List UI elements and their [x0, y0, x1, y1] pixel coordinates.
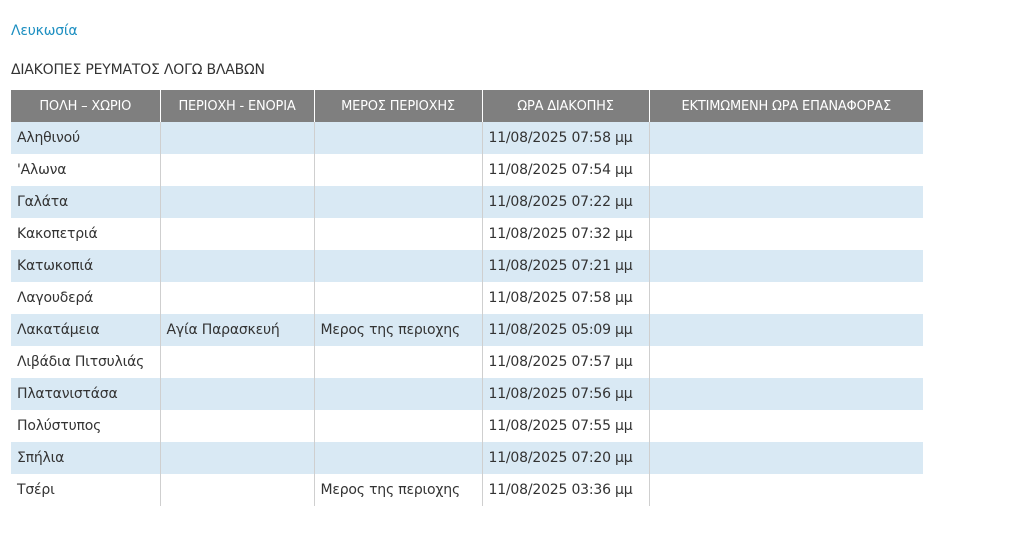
cell-outage-time: 11/08/2025 05:09 μμ [482, 314, 649, 346]
cell-area-parish [160, 186, 314, 218]
cell-area-parish [160, 122, 314, 154]
outages-table [11, 90, 923, 506]
header-city-village: ΠΟΛΗ – ΧΩΡΙΟ [11, 90, 160, 122]
section-title: ΔΙΑΚΟΠΕΣ ΡΕΥΜΑΤΟΣ ΛΟΓΩ ΒΛΑΒΩΝ [11, 62, 265, 78]
cell-area-part [314, 186, 482, 218]
cell-city-village: Σπήλια [11, 442, 160, 474]
cell-estimated-restore-time [649, 346, 923, 378]
table-row [11, 186, 923, 218]
cell-area-part: Μερος της περιοχης [314, 314, 482, 346]
cell-estimated-restore-time [649, 186, 923, 218]
header-area-part: ΜΕΡΟΣ ΠΕΡΙΟΧΗΣ [314, 90, 482, 122]
cell-estimated-restore-time [649, 218, 923, 250]
cell-city-village: 'Αλωνα [11, 154, 160, 186]
table-header-row [11, 90, 923, 122]
table-row [11, 218, 923, 250]
header-estimated-restore-time: ΕΚΤΙΜΩΜΕΝΗ ΩΡΑ ΕΠΑΝΑΦΟΡΑΣ [649, 90, 923, 122]
cell-estimated-restore-time [649, 474, 923, 506]
table-row [11, 442, 923, 474]
table-row [11, 474, 923, 506]
cell-outage-time: 11/08/2025 07:56 μμ [482, 378, 649, 410]
cell-area-part [314, 282, 482, 314]
cell-area-parish: Αγία Παρασκευή [160, 314, 314, 346]
cell-area-parish [160, 218, 314, 250]
cell-estimated-restore-time [649, 154, 923, 186]
cell-city-village: Λιβάδια Πιτσυλιάς [11, 346, 160, 378]
cell-area-part [314, 218, 482, 250]
cell-area-part [314, 378, 482, 410]
cell-outage-time: 11/08/2025 07:32 μμ [482, 218, 649, 250]
cell-city-village: Κακοπετριά [11, 218, 160, 250]
table-row [11, 122, 923, 154]
cell-area-part [314, 154, 482, 186]
cell-outage-time: 11/08/2025 07:58 μμ [482, 282, 649, 314]
cell-outage-time: 11/08/2025 07:20 μμ [482, 442, 649, 474]
cell-area-part [314, 346, 482, 378]
table-row [11, 314, 923, 346]
table-row [11, 154, 923, 186]
region-title: Λευκωσία [11, 23, 78, 39]
cell-city-village: Αληθινού [11, 122, 160, 154]
table-row [11, 346, 923, 378]
cell-city-village: Λαγουδερά [11, 282, 160, 314]
cell-area-parish [160, 378, 314, 410]
cell-area-parish [160, 474, 314, 506]
table-body [11, 122, 923, 506]
cell-estimated-restore-time [649, 282, 923, 314]
cell-outage-time: 11/08/2025 07:22 μμ [482, 186, 649, 218]
cell-area-parish [160, 250, 314, 282]
cell-area-part [314, 122, 482, 154]
cell-estimated-restore-time [649, 378, 923, 410]
cell-estimated-restore-time [649, 122, 923, 154]
table-row [11, 282, 923, 314]
cell-estimated-restore-time [649, 250, 923, 282]
table-row [11, 250, 923, 282]
cell-area-parish [160, 282, 314, 314]
cell-city-village: Κατωκοπιά [11, 250, 160, 282]
cell-outage-time: 11/08/2025 07:54 μμ [482, 154, 649, 186]
cell-area-parish [160, 154, 314, 186]
cell-area-part: Μερος της περιοχης [314, 474, 482, 506]
cell-city-village: Πολύστυπος [11, 410, 160, 442]
cell-estimated-restore-time [649, 314, 923, 346]
cell-area-parish [160, 442, 314, 474]
cell-city-village: Τσέρι [11, 474, 160, 506]
cell-outage-time: 11/08/2025 07:55 μμ [482, 410, 649, 442]
cell-city-village: Πλατανιστάσα [11, 378, 160, 410]
cell-estimated-restore-time [649, 442, 923, 474]
cell-outage-time: 11/08/2025 07:57 μμ [482, 346, 649, 378]
cell-area-part [314, 410, 482, 442]
cell-area-parish [160, 346, 314, 378]
table-row [11, 378, 923, 410]
cell-estimated-restore-time [649, 410, 923, 442]
cell-area-parish [160, 410, 314, 442]
header-outage-time: ΩΡΑ ΔΙΑΚΟΠΗΣ [482, 90, 649, 122]
cell-outage-time: 11/08/2025 07:58 μμ [482, 122, 649, 154]
cell-city-village: Γαλάτα [11, 186, 160, 218]
header-area-parish: ΠΕΡΙΟΧΗ - ΕΝΟΡΙΑ [160, 90, 314, 122]
cell-city-village: Λακατάμεια [11, 314, 160, 346]
cell-outage-time: 11/08/2025 07:21 μμ [482, 250, 649, 282]
table-row [11, 410, 923, 442]
cell-area-part [314, 250, 482, 282]
cell-area-part [314, 442, 482, 474]
cell-outage-time: 11/08/2025 03:36 μμ [482, 474, 649, 506]
